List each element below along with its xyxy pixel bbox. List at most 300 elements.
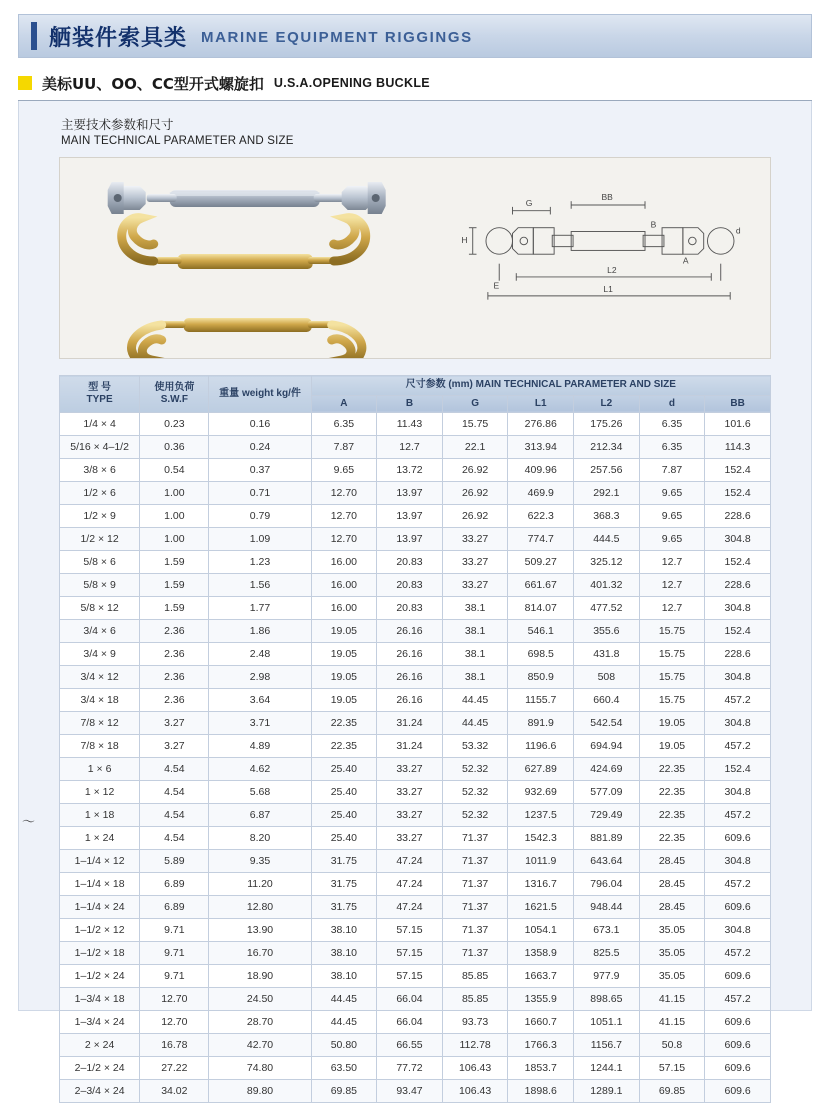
cell-a: 12.70 — [311, 482, 377, 505]
param-label-en: MAIN TECHNICAL PARAMETER AND SIZE — [61, 135, 294, 147]
cell-a: 38.10 — [311, 942, 377, 965]
cell-a: 16.00 — [311, 597, 377, 620]
cell-l1: 1853.7 — [508, 1057, 574, 1080]
table-row — [60, 482, 771, 505]
cell-g: 71.37 — [442, 896, 508, 919]
table-row — [60, 1057, 771, 1080]
cell-d: 41.15 — [639, 988, 705, 1011]
cell-a: 19.05 — [311, 643, 377, 666]
th-col-bb: BB — [705, 395, 771, 413]
cell-a: 22.35 — [311, 735, 377, 758]
cell-l1: 627.89 — [508, 758, 574, 781]
cell-bb: 304.8 — [705, 528, 771, 551]
table-row — [60, 873, 771, 896]
cell-weight: 16.70 — [209, 942, 311, 965]
cell-weight: 5.68 — [209, 781, 311, 804]
cell-bb: 609.6 — [705, 827, 771, 850]
cell-l1: 891.9 — [508, 712, 574, 735]
svg-text:B: B — [650, 219, 656, 230]
table-row — [60, 1080, 771, 1103]
cell-b: 66.55 — [377, 1034, 443, 1057]
header-accent-bar — [31, 22, 37, 50]
cell-l2: 1244.1 — [574, 1057, 640, 1080]
cell-bb: 457.2 — [705, 873, 771, 896]
table-header-row-1 — [60, 376, 771, 396]
cell-swf: 12.70 — [140, 988, 209, 1011]
cell-type: 3/4 × 6 — [60, 620, 140, 643]
cell-g: 71.37 — [442, 850, 508, 873]
header-title-en: MARINE EQUIPMENT RIGGINGS — [201, 29, 473, 46]
cell-type: 5/16 × 4–1/2 — [60, 436, 140, 459]
cell-a: 38.10 — [311, 965, 377, 988]
cell-weight: 28.70 — [209, 1011, 311, 1034]
subtitle-title-en: U.S.A.OPENING BUCKLE — [273, 76, 430, 90]
cell-b: 13.97 — [377, 528, 443, 551]
cell-g: 112.78 — [442, 1034, 508, 1057]
cell-l1: 276.86 — [508, 413, 574, 436]
cell-a: 63.50 — [311, 1057, 377, 1080]
cell-bb: 457.2 — [705, 689, 771, 712]
cell-swf: 4.54 — [140, 804, 209, 827]
subtitle-title-cn: 美标UU、OO、CC型开式螺旋扣 — [42, 74, 264, 93]
cell-b: 33.27 — [377, 827, 443, 850]
cell-g: 53.32 — [442, 735, 508, 758]
th-type — [60, 376, 140, 413]
cell-g: 26.92 — [442, 459, 508, 482]
cell-swf: 34.02 — [140, 1080, 209, 1103]
cell-g: 71.37 — [442, 827, 508, 850]
cell-b: 57.15 — [377, 965, 443, 988]
cell-l1: 1766.3 — [508, 1034, 574, 1057]
cell-l1: 1316.7 — [508, 873, 574, 896]
cell-type: 1 × 24 — [60, 827, 140, 850]
cell-weight: 89.80 — [209, 1080, 311, 1103]
cell-weight: 3.64 — [209, 689, 311, 712]
cell-bb: 457.2 — [705, 942, 771, 965]
cell-type: 1–1/4 × 12 — [60, 850, 140, 873]
th-col-g: G — [442, 395, 508, 413]
cell-d: 50.8 — [639, 1034, 705, 1057]
table-row — [60, 574, 771, 597]
cell-g: 22.1 — [442, 436, 508, 459]
cell-a: 6.35 — [311, 413, 377, 436]
cell-type: 1–3/4 × 18 — [60, 988, 140, 1011]
cell-d: 28.45 — [639, 873, 705, 896]
handwritten-mark: 〜 — [22, 814, 36, 829]
cell-type: 2–1/2 × 24 — [60, 1057, 140, 1080]
cell-swf: 5.89 — [140, 850, 209, 873]
cell-type: 1–1/2 × 24 — [60, 965, 140, 988]
cell-l2: 694.94 — [574, 735, 640, 758]
cell-l1: 1237.5 — [508, 804, 574, 827]
cell-type: 5/8 × 6 — [60, 551, 140, 574]
cell-bb: 228.6 — [705, 574, 771, 597]
cell-l1: 661.67 — [508, 574, 574, 597]
cell-d: 9.65 — [639, 505, 705, 528]
cell-g: 52.32 — [442, 781, 508, 804]
cell-b: 66.04 — [377, 1011, 443, 1034]
cell-l1: 622.3 — [508, 505, 574, 528]
cell-b: 47.24 — [377, 873, 443, 896]
cell-a: 25.40 — [311, 827, 377, 850]
svg-text:L1: L1 — [602, 284, 613, 295]
cell-b: 47.24 — [377, 850, 443, 873]
cell-g: 93.73 — [442, 1011, 508, 1034]
cell-bb: 152.4 — [705, 551, 771, 574]
cell-d: 6.35 — [639, 436, 705, 459]
cell-bb: 609.6 — [705, 1080, 771, 1103]
cell-l2: 368.3 — [574, 505, 640, 528]
th-size-group: 尺寸参数 (mm) MAIN TECHNICAL PARAMETER AND SIZE — [311, 376, 770, 396]
cell-l2: 431.8 — [574, 643, 640, 666]
cell-l2: 325.12 — [574, 551, 640, 574]
cell-a: 19.05 — [311, 666, 377, 689]
spec-table-body — [60, 413, 771, 1103]
cell-a: 44.45 — [311, 988, 377, 1011]
table-row — [60, 735, 771, 758]
cell-bb: 609.6 — [705, 965, 771, 988]
cell-b: 13.97 — [377, 482, 443, 505]
cell-bb: 609.6 — [705, 1057, 771, 1080]
cell-b: 57.15 — [377, 942, 443, 965]
cell-l1: 814.07 — [508, 597, 574, 620]
cell-b: 20.83 — [377, 551, 443, 574]
table-row — [60, 620, 771, 643]
cell-l1: 932.69 — [508, 781, 574, 804]
cell-bb: 304.8 — [705, 597, 771, 620]
cell-bb: 304.8 — [705, 666, 771, 689]
table-row — [60, 896, 771, 919]
cell-weight: 12.80 — [209, 896, 311, 919]
cell-swf: 4.54 — [140, 781, 209, 804]
page-header — [18, 14, 812, 58]
cell-weight: 24.50 — [209, 988, 311, 1011]
cell-b: 26.16 — [377, 666, 443, 689]
cell-swf: 0.36 — [140, 436, 209, 459]
th-swf — [140, 376, 209, 413]
cell-g: 71.37 — [442, 873, 508, 896]
cell-swf: 9.71 — [140, 942, 209, 965]
cell-l1: 1898.6 — [508, 1080, 574, 1103]
cell-d: 35.05 — [639, 919, 705, 942]
cell-l2: 444.5 — [574, 528, 640, 551]
cell-type: 3/4 × 18 — [60, 689, 140, 712]
cell-b: 93.47 — [377, 1080, 443, 1103]
cell-b: 33.27 — [377, 758, 443, 781]
cell-l1: 774.7 — [508, 528, 574, 551]
cell-type: 1/2 × 12 — [60, 528, 140, 551]
table-row — [60, 988, 771, 1011]
cell-b: 11.43 — [377, 413, 443, 436]
cell-b: 20.83 — [377, 574, 443, 597]
cell-l2: 477.52 — [574, 597, 640, 620]
cell-l1: 1542.3 — [508, 827, 574, 850]
table-row — [60, 597, 771, 620]
cell-d: 35.05 — [639, 965, 705, 988]
th-swf-cn: 使用负荷 — [154, 381, 195, 393]
cell-bb: 152.4 — [705, 459, 771, 482]
cell-bb: 304.8 — [705, 781, 771, 804]
cell-swf: 9.71 — [140, 965, 209, 988]
cell-a: 31.75 — [311, 896, 377, 919]
cell-d: 22.35 — [639, 758, 705, 781]
cell-weight: 9.35 — [209, 850, 311, 873]
cell-b: 13.97 — [377, 505, 443, 528]
cell-l2: 881.89 — [574, 827, 640, 850]
table-row — [60, 1011, 771, 1034]
spec-table — [59, 375, 771, 1103]
svg-text:H: H — [460, 234, 468, 245]
cell-d: 15.75 — [639, 620, 705, 643]
table-row — [60, 804, 771, 827]
cell-type: 7/8 × 18 — [60, 735, 140, 758]
cell-swf: 3.27 — [140, 712, 209, 735]
cell-l2: 796.04 — [574, 873, 640, 896]
cell-g: 33.27 — [442, 551, 508, 574]
cell-l2: 1289.1 — [574, 1080, 640, 1103]
cell-type: 2 × 24 — [60, 1034, 140, 1057]
cell-l2: 948.44 — [574, 896, 640, 919]
cell-bb: 152.4 — [705, 482, 771, 505]
cell-d: 7.87 — [639, 459, 705, 482]
cell-swf: 1.59 — [140, 551, 209, 574]
svg-text:BB: BB — [601, 192, 613, 203]
cell-weight: 13.90 — [209, 919, 311, 942]
svg-text:E: E — [493, 280, 499, 291]
cell-a: 9.65 — [311, 459, 377, 482]
cell-l2: 660.4 — [574, 689, 640, 712]
turnbuckle-photos — [60, 158, 443, 358]
cell-l2: 508 — [574, 666, 640, 689]
cell-l1: 850.9 — [508, 666, 574, 689]
cell-bb: 304.8 — [705, 850, 771, 873]
cell-type: 1 × 6 — [60, 758, 140, 781]
cell-b: 26.16 — [377, 689, 443, 712]
cell-d: 9.65 — [639, 482, 705, 505]
cell-swf: 0.23 — [140, 413, 209, 436]
table-row — [60, 459, 771, 482]
header-title-cn: 舾装件索具类 — [49, 25, 188, 51]
cell-g: 38.1 — [442, 666, 508, 689]
cell-b: 13.72 — [377, 459, 443, 482]
cell-swf: 9.71 — [140, 919, 209, 942]
th-swf-en: S.W.F — [160, 394, 188, 405]
cell-swf: 6.89 — [140, 896, 209, 919]
square-bullet-icon — [18, 76, 32, 90]
cell-bb: 152.4 — [705, 620, 771, 643]
cell-g: 38.1 — [442, 620, 508, 643]
cell-a: 12.70 — [311, 505, 377, 528]
th-col-b: B — [377, 395, 443, 413]
table-row — [60, 781, 771, 804]
cell-weight: 1.86 — [209, 620, 311, 643]
table-row — [60, 1034, 771, 1057]
cell-l2: 401.32 — [574, 574, 640, 597]
cell-weight: 4.89 — [209, 735, 311, 758]
cell-swf: 1.59 — [140, 574, 209, 597]
cell-g: 71.37 — [442, 919, 508, 942]
cell-l2: 825.5 — [574, 942, 640, 965]
cell-l2: 673.1 — [574, 919, 640, 942]
cell-type: 2–3/4 × 24 — [60, 1080, 140, 1103]
cell-d: 19.05 — [639, 735, 705, 758]
cell-type: 5/8 × 12 — [60, 597, 140, 620]
cell-type: 1/4 × 4 — [60, 413, 140, 436]
cell-b: 47.24 — [377, 896, 443, 919]
cell-swf: 2.36 — [140, 666, 209, 689]
cell-type: 3/4 × 12 — [60, 666, 140, 689]
product-figure — [59, 157, 771, 359]
cell-swf: 0.54 — [140, 459, 209, 482]
cell-swf: 1.00 — [140, 482, 209, 505]
th-col-a: A — [311, 395, 377, 413]
cell-bb: 228.6 — [705, 643, 771, 666]
th-col-l2: L2 — [574, 395, 640, 413]
cell-d: 28.45 — [639, 850, 705, 873]
cell-g: 44.45 — [442, 712, 508, 735]
th-type-en: TYPE — [86, 394, 113, 405]
cell-l2: 424.69 — [574, 758, 640, 781]
th-weight: 重量 weight kg/件 — [209, 376, 311, 413]
table-row — [60, 942, 771, 965]
cell-d: 22.35 — [639, 827, 705, 850]
cell-l1: 1011.9 — [508, 850, 574, 873]
cell-weight: 1.09 — [209, 528, 311, 551]
svg-text:G: G — [525, 197, 532, 208]
cell-swf: 2.36 — [140, 620, 209, 643]
cell-l2: 292.1 — [574, 482, 640, 505]
cell-d: 12.7 — [639, 551, 705, 574]
cell-l1: 1155.7 — [508, 689, 574, 712]
content-panel — [18, 101, 812, 1097]
cell-l2: 355.6 — [574, 620, 640, 643]
cell-g: 44.45 — [442, 689, 508, 712]
cell-l2: 542.54 — [574, 712, 640, 735]
cell-swf: 3.27 — [140, 735, 209, 758]
cell-l1: 546.1 — [508, 620, 574, 643]
cell-b: 33.27 — [377, 781, 443, 804]
cell-a: 31.75 — [311, 873, 377, 896]
cell-l1: 698.5 — [508, 643, 574, 666]
cell-b: 12.7 — [377, 436, 443, 459]
cell-l1: 1621.5 — [508, 896, 574, 919]
table-row — [60, 712, 771, 735]
cell-l2: 729.49 — [574, 804, 640, 827]
cell-bb: 152.4 — [705, 758, 771, 781]
cell-l2: 577.09 — [574, 781, 640, 804]
cell-d: 6.35 — [639, 413, 705, 436]
cell-l2: 977.9 — [574, 965, 640, 988]
cell-swf: 1.00 — [140, 505, 209, 528]
cell-swf: 12.70 — [140, 1011, 209, 1034]
cell-d: 41.15 — [639, 1011, 705, 1034]
cell-bb: 304.8 — [705, 919, 771, 942]
cell-d: 28.45 — [639, 896, 705, 919]
cell-l1: 509.27 — [508, 551, 574, 574]
cell-g: 38.1 — [442, 643, 508, 666]
cell-weight: 4.62 — [209, 758, 311, 781]
cell-weight: 2.98 — [209, 666, 311, 689]
table-row — [60, 551, 771, 574]
cell-weight: 1.56 — [209, 574, 311, 597]
cell-a: 19.05 — [311, 689, 377, 712]
cell-weight: 1.77 — [209, 597, 311, 620]
table-row — [60, 643, 771, 666]
svg-text:A: A — [682, 255, 689, 266]
cell-d: 12.7 — [639, 597, 705, 620]
cell-a: 16.00 — [311, 574, 377, 597]
cell-b: 26.16 — [377, 620, 443, 643]
cell-weight: 0.24 — [209, 436, 311, 459]
cell-bb: 609.6 — [705, 1034, 771, 1057]
cell-weight: 18.90 — [209, 965, 311, 988]
cell-l1: 1196.6 — [508, 735, 574, 758]
dimension-diagram — [450, 168, 762, 348]
cell-g: 38.1 — [442, 597, 508, 620]
cell-g: 85.85 — [442, 965, 508, 988]
cell-swf: 2.36 — [140, 643, 209, 666]
cell-type: 1–3/4 × 24 — [60, 1011, 140, 1034]
cell-b: 77.72 — [377, 1057, 443, 1080]
cell-g: 106.43 — [442, 1057, 508, 1080]
cell-swf: 1.00 — [140, 528, 209, 551]
cell-swf: 4.54 — [140, 758, 209, 781]
cell-g: 71.37 — [442, 942, 508, 965]
cell-l2: 257.56 — [574, 459, 640, 482]
cell-a: 19.05 — [311, 620, 377, 643]
cell-g: 15.75 — [442, 413, 508, 436]
cell-b: 57.15 — [377, 919, 443, 942]
cell-l2: 1156.7 — [574, 1034, 640, 1057]
cell-l1: 1355.9 — [508, 988, 574, 1011]
cell-a: 16.00 — [311, 551, 377, 574]
cell-weight: 0.79 — [209, 505, 311, 528]
cell-d: 22.35 — [639, 804, 705, 827]
cell-a: 25.40 — [311, 758, 377, 781]
spec-table-head — [60, 376, 771, 413]
cell-d: 15.75 — [639, 689, 705, 712]
svg-text:d: d — [735, 225, 741, 236]
cell-weight: 1.23 — [209, 551, 311, 574]
spec-table-wrap — [59, 375, 771, 1103]
cell-swf: 1.59 — [140, 597, 209, 620]
page-root — [0, 14, 830, 1097]
cell-bb: 228.6 — [705, 505, 771, 528]
cell-swf: 2.36 — [140, 689, 209, 712]
cell-weight: 0.16 — [209, 413, 311, 436]
th-col-d: d — [639, 395, 705, 413]
svg-text:L2: L2 — [606, 265, 617, 276]
cell-d: 15.75 — [639, 666, 705, 689]
cell-type: 1–1/4 × 18 — [60, 873, 140, 896]
cell-l2: 898.65 — [574, 988, 640, 1011]
th-col-l1: L1 — [508, 395, 574, 413]
cell-bb: 609.6 — [705, 896, 771, 919]
cell-b: 20.83 — [377, 597, 443, 620]
cell-g: 106.43 — [442, 1080, 508, 1103]
cell-type: 7/8 × 12 — [60, 712, 140, 735]
cell-b: 26.16 — [377, 643, 443, 666]
cell-l1: 409.96 — [508, 459, 574, 482]
table-row — [60, 689, 771, 712]
cell-d: 19.05 — [639, 712, 705, 735]
cell-d: 57.15 — [639, 1057, 705, 1080]
cell-a: 12.70 — [311, 528, 377, 551]
th-type-cn: 型 号 — [88, 381, 111, 393]
cell-d: 69.85 — [639, 1080, 705, 1103]
cell-b: 31.24 — [377, 735, 443, 758]
cell-type: 1–1/4 × 24 — [60, 896, 140, 919]
